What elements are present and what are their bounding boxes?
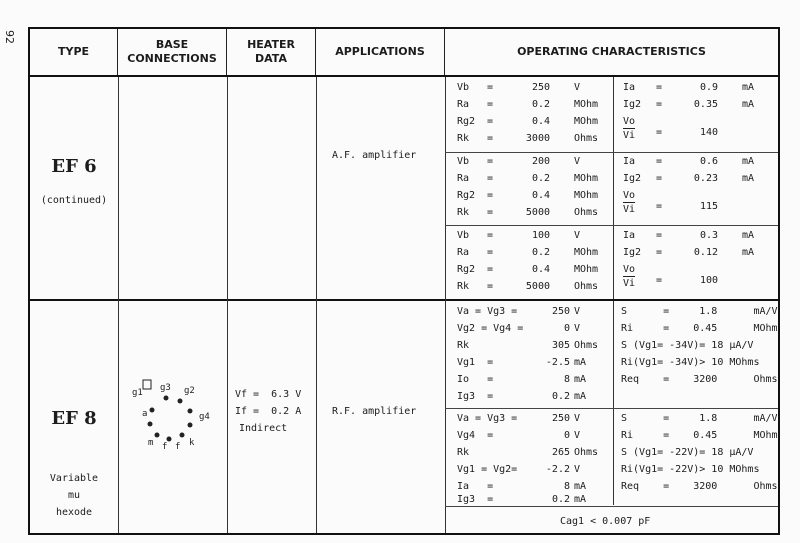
param-label: Rk [457,133,470,144]
param-unit: V [574,430,581,441]
param-label: Rk [457,340,470,351]
param-value: 0.2 [531,247,550,258]
equals-sign: = [656,275,663,286]
equals-sign: = [656,99,663,110]
param-label: Rk [457,447,470,458]
param-label: Vb [457,230,470,241]
param-value: 0 [563,323,570,334]
tube-type-ef8: EF 8 [51,408,97,429]
equals-sign: = [487,82,494,93]
param-line: S (Vg1= -22V)= 18 µA/V [621,447,754,458]
param-unit: mA [742,99,755,110]
param-label: Io = [457,374,494,385]
param-value: -2.5 [545,357,570,368]
equals-sign: = [487,190,494,201]
tube-type-ef6: EF 6 [51,156,97,177]
param-label: Vb [457,156,470,167]
pin-label: g4 [199,412,210,422]
param-label: Vb [457,82,470,93]
param-value: 250 [551,413,570,424]
param-unit: mA [574,494,587,505]
header-heater-data: HEATER DATA [227,29,316,75]
param-unit: mA [742,230,755,241]
param-value: 250 [531,82,550,93]
param-value: 0.9 [699,82,718,93]
param-unit: mA [742,173,755,184]
param-unit: Ohms [574,207,599,218]
equals-sign: = [656,127,663,138]
param-unit: MOhm [574,264,599,275]
ef8-application: R.F. amplifier [332,406,417,417]
param-label: Rg2 [457,116,476,127]
param-line: Ri = 0.45 MOhm [621,430,778,441]
gain-numerator: Vo [623,264,636,275]
param-label: Ia = [457,481,494,492]
equals-sign: = [656,156,663,167]
param-label: Va = Vg3 = [457,306,518,317]
param-label: Ra [457,173,470,184]
param-value: 0.35 [693,99,718,110]
param-label: Ig2 [623,99,642,110]
gain-numerator: Vo [623,190,636,201]
param-unit: MOhm [574,99,599,110]
param-value: 100 [531,230,550,241]
gain-numerator: Vo [623,116,636,127]
equals-sign: = [487,116,494,127]
param-label: Vg2 = Vg4 = [457,323,524,334]
ef8-desc-line1: Variable [49,473,99,484]
pin-label: f [162,442,168,449]
param-line: S = 1.8 mA/V [621,306,778,317]
param-value: 250 [551,306,570,317]
param-unit: V [574,156,581,167]
param-unit: MOhm [574,190,599,201]
equals-sign: = [487,247,494,258]
param-value: 0.2 [531,173,550,184]
param-value: 0.4 [531,190,550,201]
param-unit: mA [574,391,587,402]
equals-sign: = [487,133,494,144]
param-label: Vg1 = Vg2= [457,464,518,475]
gain-denominator: Vi [623,204,636,215]
pin-label: k [189,438,195,448]
gain-fraction [623,189,635,216]
capacitance-note: Cag1 < 0.007 pF [560,516,651,527]
group-separator [445,408,778,409]
param-unit: V [574,323,581,334]
gain-value: 140 [699,127,718,138]
param-unit: V [574,464,581,475]
pin-label: g2 [184,386,195,396]
ef8-desc-line2: mu [67,490,81,501]
header-type: TYPE [30,29,118,75]
tube-data-table [28,27,780,535]
pin-circle [148,396,193,442]
equals-sign: = [487,264,494,275]
heater-vf: Vf = 6.3 V [235,389,302,400]
param-value: 0.3 [699,230,718,241]
ef6-application: A.F. amplifier [332,150,417,161]
equals-sign: = [487,281,494,292]
param-value: 5000 [525,281,550,292]
param-label: Ia [623,156,636,167]
heater-if: If = 0.2 A [235,406,302,417]
param-line: Ri = 0.45 MOhm [621,323,778,334]
param-label: Ig3 = [457,391,494,402]
heater-type: Indirect [239,423,288,434]
pin-label: f [175,442,181,449]
param-unit: V [574,413,581,424]
param-value: 0.12 [693,247,718,258]
param-value: 3000 [525,133,550,144]
param-unit: V [574,82,581,93]
param-value: 0.6 [699,156,718,167]
row-rule [30,299,778,301]
ef6-note: (continued) [40,195,108,206]
param-line: Ri(Vg1= -34V)> 10 MOhms [621,357,760,368]
equals-sign: = [656,82,663,93]
param-unit: MOhm [574,116,599,127]
equals-sign: = [487,156,494,167]
column-rule [445,77,446,533]
param-value: 8 [563,481,570,492]
header-operating-characteristics: OPERATING CHARACTERISTICS [517,45,706,58]
param-label: Ia [623,230,636,241]
param-value: 0.2 [551,391,570,402]
param-label: Vg4 = [457,430,494,441]
param-label: Ra [457,247,470,258]
param-unit: V [574,230,581,241]
gain-value: 115 [699,201,718,212]
param-label: Ig2 [623,173,642,184]
param-label: Rk [457,207,470,218]
param-label: Ig3 = [457,494,494,505]
equals-sign: = [487,173,494,184]
param-value: -2.2 [545,464,570,475]
param-value: 265 [551,447,570,458]
param-line: Ri(Vg1= -22V)> 10 MOhms [621,464,760,475]
param-unit: mA [742,247,755,258]
param-unit: Ohms [574,281,599,292]
page-number: 92 [3,30,16,44]
param-unit: mA [574,374,587,385]
equals-sign: = [487,99,494,110]
param-label: Rk [457,281,470,292]
param-label: Ia [623,82,636,93]
equals-sign: = [656,230,663,241]
group-separator [445,225,778,226]
param-value: 0.2 [531,99,550,110]
param-value: 305 [551,340,570,351]
column-rule [316,77,317,533]
param-value: 0.4 [531,116,550,127]
param-label: Vg1 = [457,357,494,368]
param-unit: Ohms [574,340,599,351]
param-value: 200 [531,156,550,167]
param-value: 8 [563,374,570,385]
column-rule [227,77,228,533]
param-unit: mA [574,357,587,368]
param-unit: mA [574,481,587,492]
param-value: 5000 [525,207,550,218]
header-base-connections: BASE CONNECTIONS [118,29,227,75]
equals-sign: = [487,207,494,218]
header-rule [30,75,778,77]
pin-label: g3 [160,383,171,393]
param-unit: Ohms [574,447,599,458]
param-unit: mA [742,82,755,93]
param-unit: MOhm [574,173,599,184]
equals-sign: = [656,201,663,212]
pin-label: a [142,409,148,419]
param-unit: V [574,306,581,317]
gain-value: 100 [699,275,718,286]
pin-label: g1 [132,388,143,398]
param-value: 0 [563,430,570,441]
top-cap-icon [143,380,151,389]
inner-rule [613,301,614,505]
param-line: S (Vg1= -34V)= 18 µA/V [621,340,754,351]
base-connection-diagram [122,369,222,449]
param-label: Rg2 [457,190,476,201]
footnote-separator [445,506,778,507]
equals-sign: = [656,173,663,184]
param-line: Req = 3200 Ohms [621,374,778,385]
param-line: Req = 3200 Ohms [621,481,778,492]
param-label: Ra [457,99,470,110]
param-label: Va = Vg3 = [457,413,518,424]
param-unit: MOhm [574,247,599,258]
column-rule [118,77,119,533]
inner-rule [613,77,614,299]
pin-label: m [148,438,154,448]
param-value: 0.4 [531,264,550,275]
gain-denominator: Vi [623,130,636,141]
param-label: Rg2 [457,264,476,275]
param-line: S = 1.8 mA/V [621,413,778,424]
equals-sign: = [487,230,494,241]
group-separator [445,152,778,153]
ef8-desc-line3: hexode [55,507,93,518]
gain-fraction [623,263,635,290]
param-value: 0.2 [551,494,570,505]
param-value: 0.23 [693,173,718,184]
param-label: Ig2 [623,247,642,258]
header-applications: APPLICATIONS [316,29,445,75]
param-unit: mA [742,156,755,167]
gain-denominator: Vi [623,278,636,289]
equals-sign: = [656,247,663,258]
param-unit: Ohms [574,133,599,144]
gain-fraction [623,115,635,142]
